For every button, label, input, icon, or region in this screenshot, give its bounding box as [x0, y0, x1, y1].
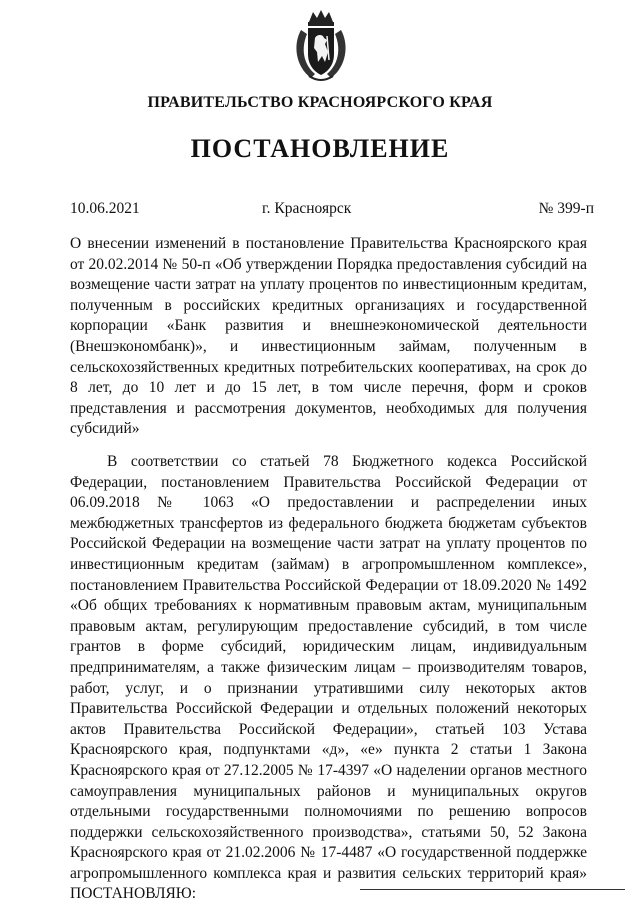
government-name: ПРАВИТЕЛЬСТВО КРАСНОЯРСКОГО КРАЯ — [147, 94, 493, 111]
document-number: № 399-п — [538, 200, 594, 217]
document-date: 10.06.2021 — [70, 200, 140, 217]
document-body: В соответствии со статьей 78 Бюджетного кодекса Российской Федерации, постановлением Правительства Российской Федерации от 06.09.2018 № 1063 «О предоставлении и распределении иных межбюджетных трансфертов из федерального бюджета бюджетам субъектов Российской Федерации на возмещение части затрат на уплату процентов по инвестиционным кредитам (займам) в агропромышленном комплексе», постановлением Правительства Российской Федерации от 18.09.2020 № 1492 «Об общих требованиях к нормативным правовым актам, муниципальным правовым актам, регулирующим предоставление субсидий, в том числе грантов в форме субсидий, юридическим лицам, индивидуальным предпринимателям, а также физическим лицам – производителям товаров, работ, услуг, и о признании утратившими силу некоторых актов Правительства Российской Федерации и отдельных положений некоторых актов Правительства Российской Федерации», статьей 103 Устава Красноярского края, подпунктами «д», «е» пункта 2 статьи 1 Закона Красноярского края от 27.12.2005 № 17-4397 «О наделении органов местного самоуправления муниципальных районов и муниципальных округов отдельными государственными полномочиями по решению вопросов поддержки сельскохозяйственного производства», статьями 50, 52 Закона Красноярского края от 21.02.2006 № 17-4487 «О государственной поддержке агропромышленного комплекса края и развития сельских территорий края» ПОСТАНОВЛЯЮ: — [70, 453, 587, 903]
document-type: ПОСТАНОВЛЕНИЕ — [190, 134, 450, 163]
footer-divider — [360, 889, 625, 890]
coat-of-arms-icon — [291, 8, 351, 84]
document-subject: О внесении изменений в постановление Правительства Красноярского края от 20.02.2014 № 50-п «Об утверждении Порядка предоставления субсидий на возмещение части затрат на уплату процентов по инвестиционным кредитам, полученным в российских кредитных организациях и государственной корпорации «Банк развития и внешнеэкономической деятельности (Внешэкономбанк)», и инвестиционным займам, полученным в сельскохозяйственных кредитных потребительских кооперативах, на срок до 8 лет, до 10 лет и до 15 лет, в том числе перечня, форм и сроков представления и рассмотрения документов, необходимых для получения субсидий» — [70, 235, 587, 438]
document-city: г. Красноярск — [262, 200, 352, 217]
